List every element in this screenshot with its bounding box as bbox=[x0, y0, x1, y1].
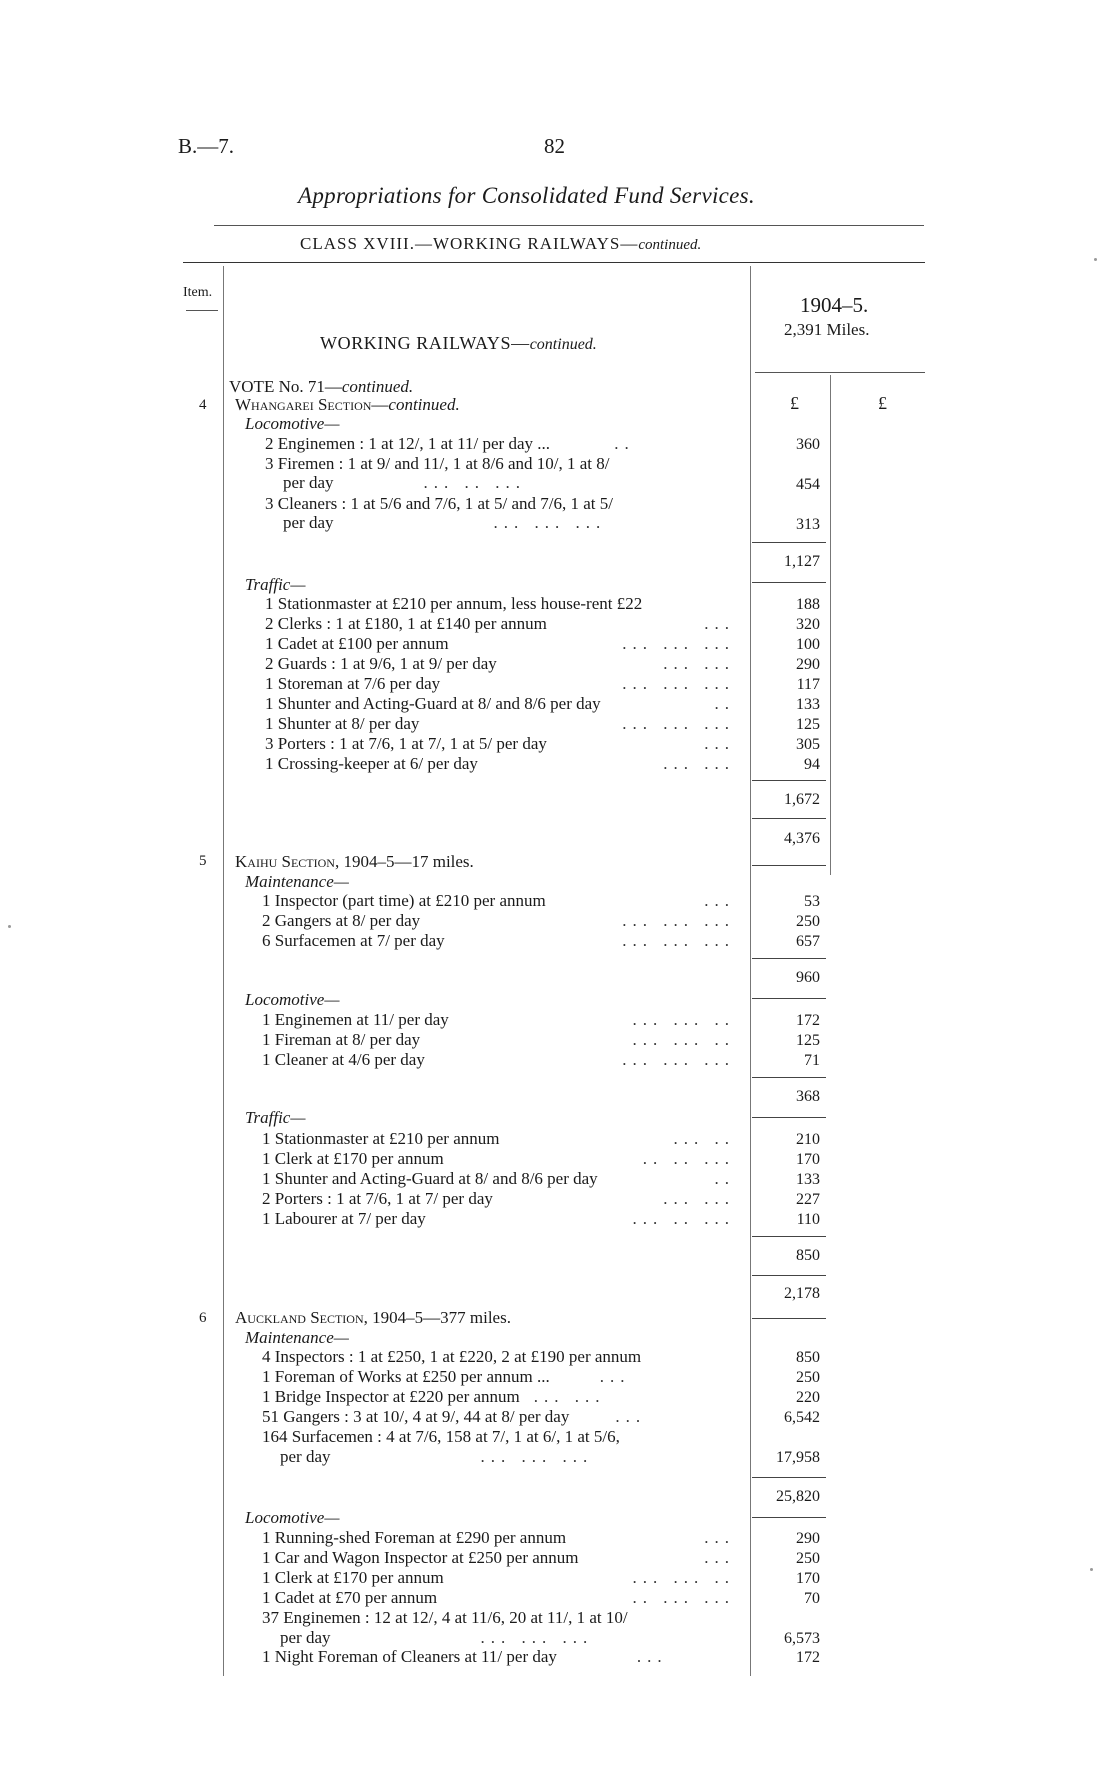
leader-dots: .. bbox=[614, 434, 635, 453]
line-item-value: 133 bbox=[796, 696, 820, 713]
line-item bbox=[265, 654, 735, 674]
auckland-heading bbox=[235, 1308, 511, 1328]
auckland-maint-line-4 bbox=[262, 1407, 646, 1427]
line-item-value: 71 bbox=[804, 1052, 820, 1069]
line-item-value: 53 bbox=[804, 893, 820, 910]
leader-dots: ... .. ... bbox=[632, 1209, 735, 1228]
leader-dots: ... ... bbox=[533, 1387, 606, 1406]
auckland-maint-line-5b bbox=[280, 1447, 593, 1467]
line-item-text: 1 Cleaner at 4/6 per day bbox=[262, 1050, 425, 1069]
whangarei-loco-total-rule bbox=[752, 582, 826, 583]
line-text: 1 Bridge Inspector at £220 per annum bbox=[262, 1387, 520, 1406]
auckland-maintenance-total: 25,820 bbox=[776, 1488, 820, 1505]
line-item bbox=[262, 1010, 735, 1030]
line-item bbox=[265, 614, 735, 634]
auckland-maint-subtotal-rule bbox=[752, 1477, 826, 1478]
line-item-text: 1 Shunter at 8/ per day bbox=[265, 714, 420, 733]
item-header-rule bbox=[186, 310, 218, 311]
whangarei-loco-subtotal-rule bbox=[752, 542, 826, 543]
scan-speck bbox=[1090, 1568, 1093, 1571]
miles-column-header: 2,391 Miles. bbox=[784, 320, 870, 339]
auckland-loco-line-5a: 37 Enginemen : 12 at 12/, 4 at 11/6, 20 at 11/, 1 at 10/ bbox=[262, 1608, 628, 1627]
line-item-value: 70 bbox=[804, 1590, 820, 1607]
item-number-4: 4 bbox=[199, 397, 207, 413]
auckland-section-name: Auckland Section, bbox=[235, 1308, 368, 1327]
whangarei-loco-value-3: 313 bbox=[796, 516, 820, 533]
leader-dots: ... ... ... bbox=[480, 1447, 594, 1466]
line-item-text: 2 Gangers at 8/ per day bbox=[262, 911, 421, 930]
kaihu-grand-total-rule bbox=[752, 1318, 826, 1319]
whangarei-loco-line-3a: 3 Cleaners : 1 at 5/6 and 7/6, 1 at 5/ and 7/6, 1 at 5/ bbox=[265, 494, 613, 513]
leader-dots: ... ... .. bbox=[632, 1010, 735, 1029]
auckland-maint-value-1: 850 bbox=[796, 1349, 820, 1366]
leader-dots: ... bbox=[704, 614, 735, 633]
year-header-rule bbox=[755, 372, 925, 373]
kaihu-section-name: Kaihu Section, bbox=[235, 852, 340, 871]
leader-dots: ... bbox=[599, 1367, 631, 1386]
leader-dots: .. .. ... bbox=[642, 1149, 735, 1168]
pound-sign-col1: £ bbox=[790, 393, 799, 413]
kaihu-traffic-subtotal-rule bbox=[752, 1236, 826, 1237]
line-item-value: 100 bbox=[796, 636, 820, 653]
scan-speck bbox=[1094, 258, 1097, 261]
leader-dots: ... ... bbox=[663, 754, 735, 773]
pound-sign-col2: £ bbox=[878, 393, 887, 413]
line-item-value: 125 bbox=[796, 1032, 820, 1049]
line-text: per day bbox=[283, 473, 334, 492]
whangarei-locomotive-label: Locomotive— bbox=[245, 414, 340, 433]
auckland-loco-line-5b bbox=[280, 1628, 593, 1648]
leader-dots: ... ... ... bbox=[480, 1628, 594, 1647]
kaihu-locomotive-label: Locomotive— bbox=[245, 990, 340, 1009]
line-item-text: 1 Fireman at 8/ per day bbox=[262, 1030, 421, 1049]
line-text: 1 Night Foreman of Cleaners at 11/ per day bbox=[262, 1647, 557, 1666]
leader-dots: ... ... ... bbox=[622, 674, 735, 693]
item-number-6: 6 bbox=[199, 1310, 207, 1326]
auckland-loco-value-5: 6,573 bbox=[784, 1630, 820, 1647]
auckland-maint-value-3: 220 bbox=[796, 1389, 820, 1406]
line-item-text: 1 Running-shed Foreman at £290 per annum bbox=[262, 1528, 567, 1547]
leader-dots: .. ... ... bbox=[632, 1588, 735, 1607]
line-item-text: 3 Porters : 1 at 7/6, 1 at 7/, 1 at 5/ per day bbox=[265, 734, 547, 753]
whangarei-loco-value-1: 360 bbox=[796, 436, 820, 453]
line-item bbox=[262, 1189, 735, 1209]
leader-dots: ... ... ... bbox=[622, 634, 735, 653]
line-item-value: 125 bbox=[796, 716, 820, 733]
line-item-text: 1 Clerk at £170 per annum bbox=[262, 1568, 444, 1587]
whangarei-section-name: Whangarei Section— bbox=[235, 395, 389, 414]
whangarei-traffic-label: Traffic— bbox=[245, 575, 306, 594]
scan-speck bbox=[8, 925, 11, 928]
line-item-text: 1 Shunter and Acting-Guard at 8/ and 8/6 per day bbox=[265, 694, 601, 713]
line-item-text: 1 Inspector (part time) at £210 per annum bbox=[262, 891, 546, 910]
line-item bbox=[262, 1588, 735, 1608]
section-title bbox=[320, 333, 597, 354]
line-item bbox=[262, 1568, 735, 1588]
line-item bbox=[265, 754, 735, 774]
leader-dots: .. bbox=[714, 1169, 735, 1188]
line-item-value: 657 bbox=[796, 933, 820, 950]
line-item bbox=[265, 694, 735, 714]
whangarei-heading bbox=[235, 395, 460, 415]
item-column-rule bbox=[223, 266, 224, 1676]
kaihu-maintenance-total: 960 bbox=[796, 969, 820, 986]
line-item-value: 250 bbox=[796, 913, 820, 930]
line-item-value: 227 bbox=[796, 1191, 820, 1208]
line-item-text: 6 Surfacemen at 7/ per day bbox=[262, 931, 445, 950]
auckland-maint-line-5a: 164 Surfacemen : 4 at 7/6, 158 at 7/, 1 at 6/, 1 at 5/6, bbox=[262, 1427, 620, 1446]
auckland-maintenance-label: Maintenance— bbox=[245, 1328, 349, 1347]
line-item bbox=[265, 674, 735, 694]
line-item bbox=[262, 1050, 735, 1070]
kaihu-loco-subtotal-rule bbox=[752, 1077, 826, 1078]
auckland-maint-value-5: 17,958 bbox=[776, 1449, 820, 1466]
line-item bbox=[262, 931, 735, 951]
line-item-text: 1 Shunter and Acting-Guard at 8/ and 8/6 per day bbox=[262, 1169, 598, 1188]
class-divider bbox=[183, 262, 925, 263]
line-item-text: 1 Crossing-keeper at 6/ per day bbox=[265, 754, 478, 773]
whangarei-continued: continued. bbox=[388, 395, 460, 414]
leader-dots: ... .. bbox=[673, 1129, 735, 1148]
line-text: 2 Enginemen : 1 at 12/, 1 at 11/ per day ... bbox=[265, 434, 550, 453]
leader-dots: ... bbox=[636, 1647, 668, 1666]
leader-dots: ... ... .. bbox=[632, 1568, 735, 1587]
section-title-text: WORKING RAILWAYS— bbox=[320, 333, 530, 353]
line-item bbox=[265, 594, 642, 614]
line-item-value: 94 bbox=[804, 756, 820, 773]
leader-dots: ... bbox=[704, 891, 735, 910]
leader-dots: ... ... .. bbox=[632, 1030, 735, 1049]
vote-label: VOTE No. 71— bbox=[229, 377, 342, 396]
line-item bbox=[265, 634, 735, 654]
auckland-loco-line-6 bbox=[262, 1647, 668, 1667]
page-number: 82 bbox=[544, 134, 565, 158]
line-item bbox=[262, 1129, 735, 1149]
leader-dots: ... bbox=[704, 1528, 735, 1547]
line-item bbox=[262, 1030, 735, 1050]
line-text: 51 Gangers : 3 at 10/, 4 at 9/, 44 at 8/ per day bbox=[262, 1407, 570, 1426]
vote-continued: continued. bbox=[341, 377, 414, 396]
whangarei-loco-value-2: 454 bbox=[796, 476, 820, 493]
line-item-value: 250 bbox=[796, 1550, 820, 1567]
line-item-text: 1 Clerk at £170 per annum bbox=[262, 1149, 444, 1168]
whangarei-traffic-total-rule bbox=[752, 818, 826, 819]
auckland-maint-line-2 bbox=[262, 1367, 631, 1387]
line-item-value: 117 bbox=[796, 676, 820, 693]
line-item-text: 1 Cadet at £100 per annum bbox=[265, 634, 449, 653]
line-item-text: 1 Storeman at 7/6 per day bbox=[265, 674, 441, 693]
kaihu-traffic-label: Traffic— bbox=[245, 1108, 306, 1127]
leader-dots: ... ... bbox=[663, 1189, 735, 1208]
line-item-value: 110 bbox=[796, 1211, 820, 1228]
line-item-value: 320 bbox=[796, 616, 820, 633]
leader-dots: ... .. ... bbox=[423, 473, 527, 492]
kaihu-locomotive-total: 368 bbox=[796, 1088, 820, 1105]
leader-dots: ... ... ... bbox=[622, 1050, 735, 1069]
whangarei-traffic-subtotal-rule bbox=[752, 780, 826, 781]
leader-dots: ... bbox=[704, 734, 735, 753]
line-item-text: 1 Labourer at 7/ per day bbox=[262, 1209, 426, 1228]
line-item-value: 133 bbox=[796, 1171, 820, 1188]
class-heading-text: CLASS XVIII.—WORKING RAILWAYS— bbox=[300, 234, 639, 253]
whangarei-traffic-total: 1,672 bbox=[784, 791, 820, 808]
line-item-value: 170 bbox=[796, 1570, 820, 1587]
auckland-locomotive-label: Locomotive— bbox=[245, 1508, 340, 1527]
kaihu-traffic-total: 850 bbox=[796, 1247, 820, 1264]
leader-dots: ... ... ... bbox=[493, 513, 607, 532]
auckland-maint-total-rule bbox=[752, 1517, 826, 1518]
amount-column-mid-rule bbox=[830, 375, 831, 875]
leader-dots: .. bbox=[714, 694, 735, 713]
line-text: per day bbox=[280, 1628, 331, 1647]
line-item-value: 170 bbox=[796, 1151, 820, 1168]
line-item-value: 290 bbox=[796, 1530, 820, 1547]
line-item bbox=[262, 1548, 735, 1568]
section-title-continued: continued. bbox=[529, 336, 597, 353]
item-column-header: Item. bbox=[183, 285, 213, 300]
line-item-text: 1 Enginemen at 11/ per day bbox=[262, 1010, 449, 1029]
auckland-section-miles: 1904–5—377 miles. bbox=[367, 1308, 511, 1327]
auckland-maint-line-1: 4 Inspectors : 1 at £250, 1 at £220, 2 at £190 per annum bbox=[262, 1347, 642, 1366]
line-item bbox=[262, 891, 735, 911]
kaihu-maint-total-rule bbox=[752, 998, 826, 999]
line-item-value: 172 bbox=[796, 1012, 820, 1029]
line-item-text: 2 Clerks : 1 at £180, 1 at £140 per annum bbox=[265, 614, 547, 633]
year-column-header: 1904–5. bbox=[800, 293, 869, 317]
document-reference: B.—7. bbox=[178, 134, 235, 158]
line-item-text: 1 Stationmaster at £210 per annum, less house-rent £22 bbox=[265, 594, 643, 613]
auckland-maint-line-3 bbox=[262, 1387, 606, 1407]
whangarei-grand-total-rule bbox=[752, 865, 826, 866]
whangarei-loco-line-2a: 3 Firemen : 1 at 9/ and 11/, 1 at 8/6 and 10/, 1 at 8/ bbox=[265, 454, 610, 473]
whangarei-loco-line-2b bbox=[283, 473, 526, 493]
line-item bbox=[262, 1169, 735, 1189]
leader-dots: ... ... ... bbox=[622, 911, 735, 930]
auckland-maint-value-2: 250 bbox=[796, 1369, 820, 1386]
kaihu-maintenance-label: Maintenance— bbox=[245, 872, 349, 891]
kaihu-heading bbox=[235, 852, 474, 872]
whangarei-loco-total: 1,127 bbox=[784, 553, 820, 570]
kaihu-traffic-total-rule bbox=[752, 1275, 826, 1276]
class-heading bbox=[300, 234, 701, 254]
page-title: Appropriations for Consolidated Fund Services. bbox=[298, 183, 755, 208]
title-divider bbox=[214, 225, 924, 226]
line-item-text: 2 Porters : 1 at 7/6, 1 at 7/ per day bbox=[262, 1189, 493, 1208]
kaihu-grand-total: 2,178 bbox=[784, 1285, 820, 1302]
whangarei-loco-line-1 bbox=[265, 434, 635, 454]
leader-dots: ... ... bbox=[663, 654, 735, 673]
item-number-5: 5 bbox=[199, 853, 207, 869]
auckland-loco-value-6: 172 bbox=[796, 1649, 820, 1666]
line-text: 1 Foreman of Works at £250 per annum ... bbox=[262, 1367, 550, 1386]
whangarei-loco-line-3b bbox=[283, 513, 606, 533]
line-item-text: 1 Stationmaster at £210 per annum bbox=[262, 1129, 500, 1148]
line-item bbox=[262, 911, 735, 931]
line-item-text: 1 Car and Wagon Inspector at £250 per annum bbox=[262, 1548, 579, 1567]
auckland-maint-value-4: 6,542 bbox=[784, 1409, 820, 1426]
kaihu-loco-total-rule bbox=[752, 1117, 826, 1118]
line-item-value: 305 bbox=[796, 736, 820, 753]
vote-heading bbox=[229, 377, 413, 397]
line-item bbox=[262, 1209, 735, 1229]
line-item bbox=[262, 1528, 735, 1548]
line-item-text: 2 Guards : 1 at 9/6, 1 at 9/ per day bbox=[265, 654, 497, 673]
line-item-value: 188 bbox=[796, 596, 820, 613]
line-text: per day bbox=[283, 513, 334, 532]
kaihu-maint-subtotal-rule bbox=[752, 958, 826, 959]
line-item bbox=[265, 714, 735, 734]
line-item-text: 1 Cadet at £70 per annum bbox=[262, 1588, 438, 1607]
leader-dots: ... ... ... bbox=[622, 714, 735, 733]
class-heading-continued: continued. bbox=[638, 237, 702, 253]
line-item bbox=[262, 1149, 735, 1169]
line-text: per day bbox=[280, 1447, 331, 1466]
line-item-value: 210 bbox=[796, 1131, 820, 1148]
leader-dots: ... bbox=[615, 1407, 647, 1426]
line-item bbox=[265, 734, 735, 754]
leader-dots: ... ... ... bbox=[622, 931, 735, 950]
kaihu-section-miles: 1904–5—17 miles. bbox=[339, 852, 474, 871]
whangarei-grand-total: 4,376 bbox=[784, 830, 820, 847]
leader-dots: ... bbox=[704, 1548, 735, 1567]
line-item-value: 290 bbox=[796, 656, 820, 673]
